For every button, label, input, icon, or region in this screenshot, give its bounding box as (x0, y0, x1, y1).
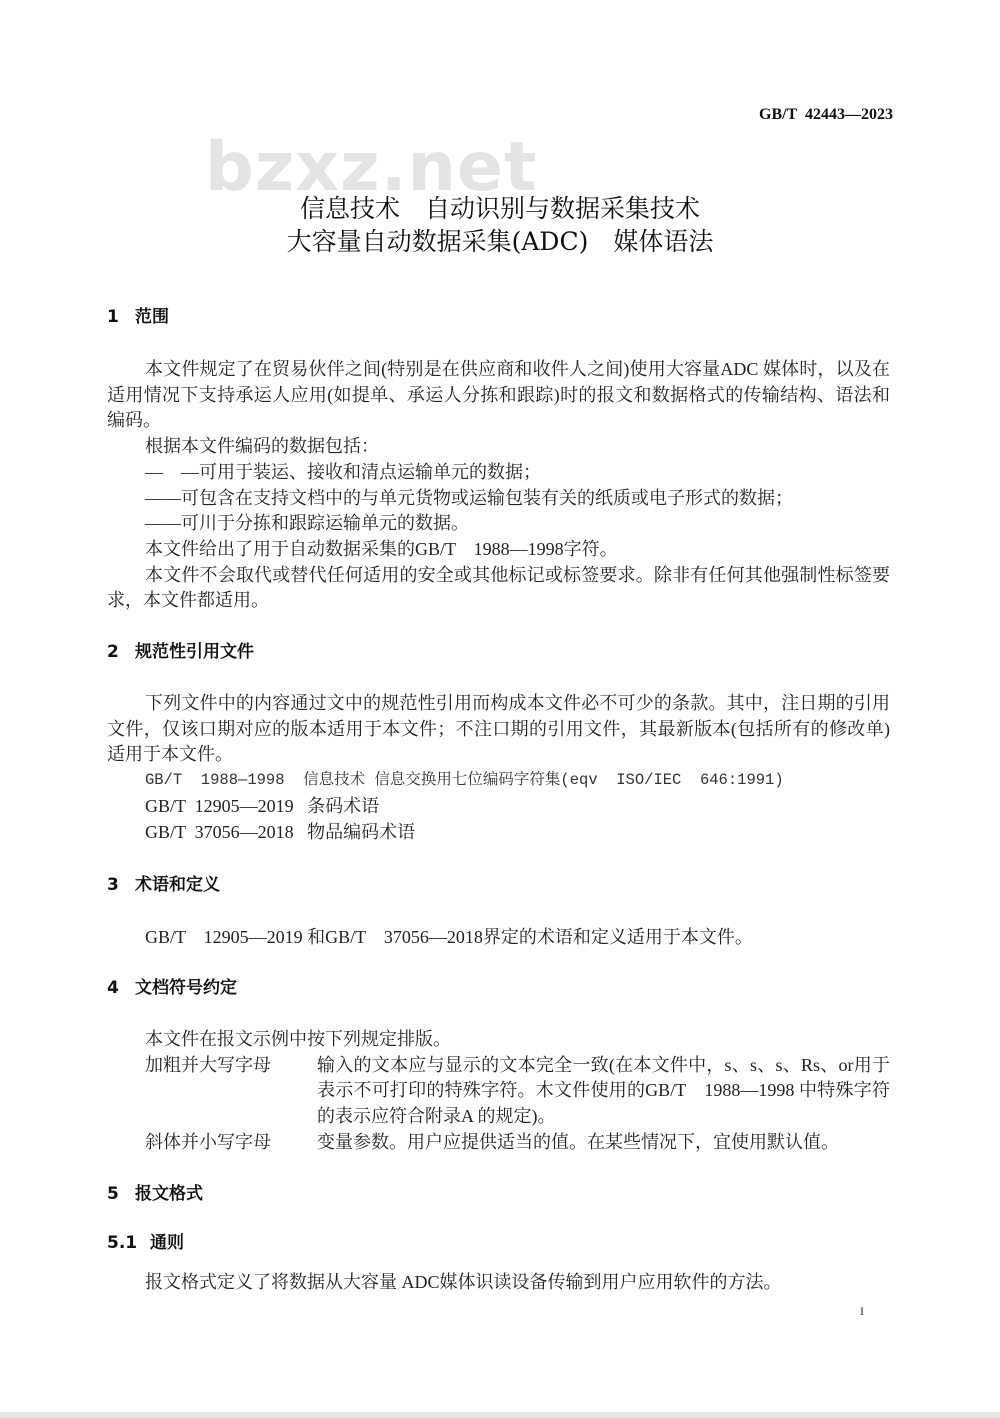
section-5-1-title: 通则 (150, 1233, 184, 1253)
section-5-heading (107, 1181, 203, 1207)
section-2-heading (107, 639, 254, 665)
section-5-title: 报文格式 (135, 1184, 203, 1204)
list-item: ——可川于分拣和跟踪运输单元的数据。 (145, 513, 469, 534)
section-5-number: 5 (107, 1184, 119, 1204)
reference-item: GB/T 1988—1998 信息技术 信息交换用七位编码字符集(eqv ISO/IEC 646:1991) (145, 771, 784, 790)
section-1-heading (107, 304, 169, 330)
watermark: bzxz.net (205, 128, 538, 207)
conventions-intro: 本文件在报文示例中按下列规定排版。 (145, 1029, 451, 1049)
convention-description: 输入的文本应与显示的文本完全一致(在本文件中，s、s、s、Rs、or用于表示不可打印的特殊字符。木文件使用的GB/T 1988—1998 中特殊字符的表示应符合附录A 的规定)。 (317, 1054, 890, 1127)
section-1-title: 范围 (135, 307, 169, 327)
section-2-title: 规范性引用文件 (135, 642, 254, 662)
section-3-heading (107, 872, 220, 898)
section-4-number: 4 (107, 978, 119, 998)
reference-item: GB/T 37056—2018 物品编码术语 (145, 821, 416, 842)
scope-note-paragraph: 本文件不会取代或替代任何适用的安全或其他标记或标签要求。除非有任何其他强制性标签要求，本文件都适用。 (107, 564, 890, 611)
section-5-1-number: 5.1 (107, 1233, 138, 1253)
section-1-body (107, 357, 890, 614)
reference-item: GB/T 12905—2019 条码术语 (145, 795, 380, 816)
convention-row (107, 1130, 890, 1156)
message-format-paragraph: 报文格式定义了将数据从大容量 ADC媒体识读设备传输到用户应用软件的方法。 (145, 1272, 782, 1292)
standard-number: GB/T 42443—2023 (759, 106, 893, 123)
title-line-2: 大容量自动数据采集(ADC) 媒体语法 (286, 227, 714, 256)
section-5-1-body (107, 1270, 890, 1296)
scope-charset-paragraph: 本文件给出了用于自动数据采集的GB/T 1988—1998字符。 (145, 538, 618, 559)
section-3-number: 3 (107, 875, 119, 895)
section-5-1-heading (107, 1230, 184, 1256)
section-1-number: 1 (107, 307, 119, 327)
scope-paragraph: 本文件规定了在贸易伙伴之间(特别是在供应商和收件人之间)使用大容量ADC 媒体时，以及在适用情况下支持承运人应用(如提单、承运人分拣和跟踪)时的报文和数据格式的传输结构、语法和编码。 (107, 359, 890, 431)
section-2-number: 2 (107, 642, 119, 662)
title-line-1: 信息技术 自动识别与数据采集技术 (299, 194, 700, 223)
section-3-body (107, 925, 890, 951)
convention-row (107, 1053, 890, 1130)
section-3-title: 术语和定义 (135, 875, 220, 895)
document-title (0, 192, 1000, 258)
scope-list-intro: 根据本文件编码的数据包括： (145, 436, 379, 457)
list-item: ——可包含在支持文档中的与单元货物或运输包装有关的纸质或电子形式的数据； (145, 487, 793, 508)
page-number: I (860, 1304, 864, 1318)
section-4-body (107, 1027, 890, 1156)
terms-definitions-paragraph: GB/T 12905—2019 和GB/T 37056—2018界定的术语和定义适用于本文件。 (145, 927, 753, 947)
section-4-title: 文档符号约定 (135, 978, 237, 998)
convention-description: 变量参数。用户应提供适当的值。在某些情况下，宜使用默认值。 (317, 1131, 839, 1152)
list-item: — —可用于装运、接收和清点运输单元的数据； (145, 461, 541, 482)
normative-references-intro: 下列文件中的内容通过文中的规范性引用而构成本文件必不可少的条款。其中，注日期的引用文件，仅该口期对应的版本适用于本文件；不注口期的引用文件，其最新版本(包括所有的修改单)适用于本文件。 (107, 693, 890, 765)
section-4-heading (107, 975, 237, 1001)
section-2-body (107, 691, 890, 845)
convention-term: 斜体并小写字母 (145, 1131, 271, 1152)
convention-term: 加粗并大写字母 (145, 1054, 271, 1075)
